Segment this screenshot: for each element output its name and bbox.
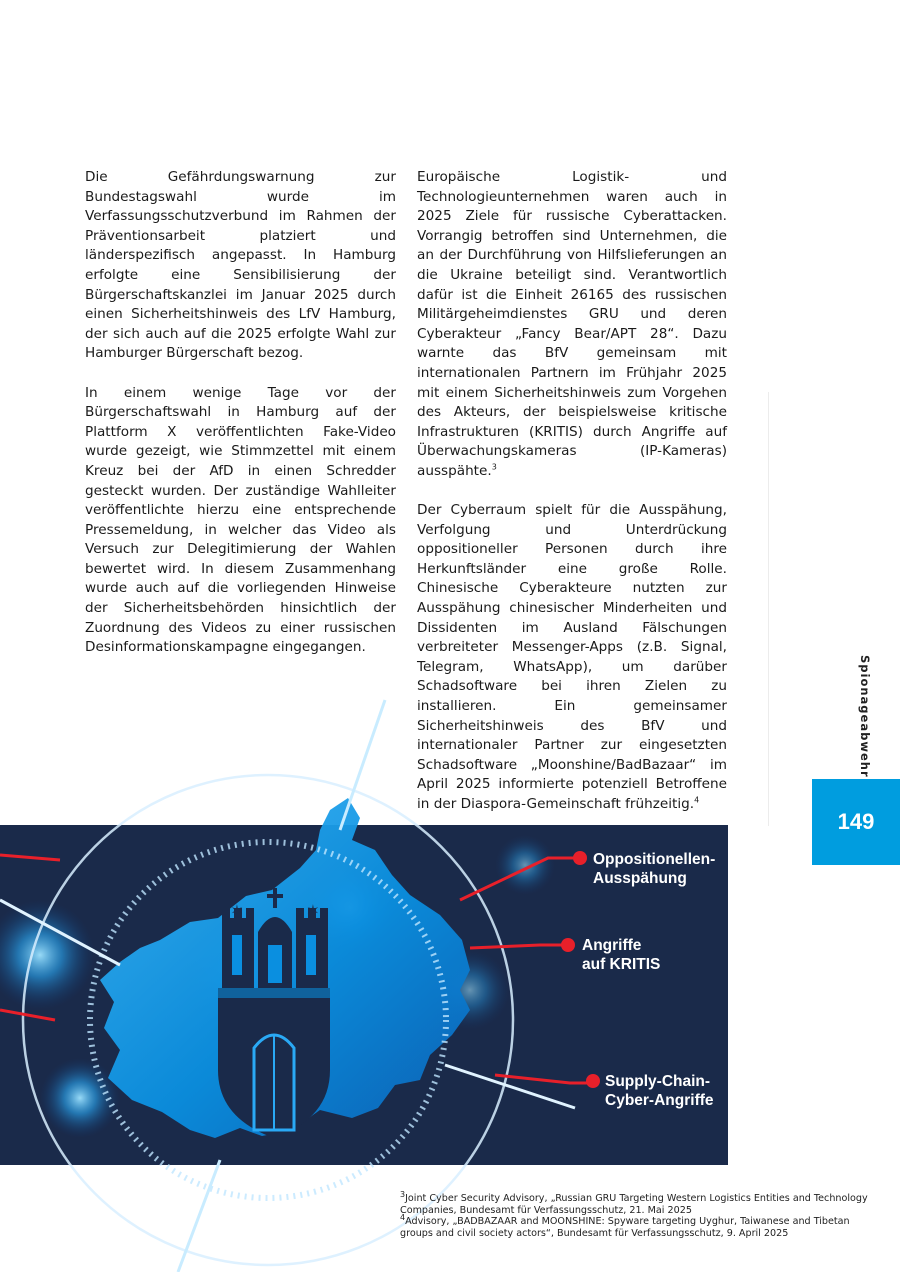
svg-text:✶: ✶ bbox=[306, 901, 320, 920]
footnote-ref[interactable]: 4 bbox=[694, 795, 700, 805]
label-supply-chain: Supply-Chain- Cyber-Angriffe bbox=[605, 1073, 714, 1109]
label-oppositionellen-ausspaehung: Oppositionellen- Ausspähung bbox=[593, 851, 716, 887]
hamburg-map-graphic bbox=[0, 690, 730, 1272]
paragraph: Der Cyberraum spielt für die Ausspähung, Verfolgung und Unterdrückung oppositioneller Personen durch ihre Herkunftsländer eine große Rolle. Chinesische Cyberakteure nutzten zur Ausspähung chinesischer Minderheiten und Dissidenten im Ausland Fälschungen verbreiteter Messenger-Apps (z.B. Signal, Telegram, WhatsApp), um darüber Schadsoftware bei ihren Zielen zu installieren. Ein gemeinsamer Sicherheitshinweis des BfV und internationaler Partner zur eingesetzten Schadsoftware „Moonshine/BadBazaar“ im April 2025 informierte potenziell Betroffene in der Diaspora-Gemeinschaft frühzeitig.$^4$ bbox=[417, 502, 727, 812]
cyber-map-illustration bbox=[0, 690, 730, 1272]
paragraph: Die Gefährdungswarnung zur Bundestagswahl wurde im Verfassungsschutzverbund im Rahmen der Präventionsarbeit platziert und länderspezifisch angepasst. In Hamburg erfolgte eine Sensibilisierung der Bürgerschaftskanzlei im Januar 2025 durch einen Sicherheitshinweis des LfV Hamburg, der sich auch auf die 2025 erfolgte Wahl zur Hamburger Bürgerschaft bezog. bbox=[85, 169, 396, 362]
page-number: 149 bbox=[812, 779, 900, 865]
footnotes bbox=[400, 1189, 880, 1239]
label-angriffe-kritis: Angriffe auf KRITIS bbox=[582, 937, 661, 973]
footnote: $^3$Joint Cyber Security Advisory, „Russian GRU Targeting Western Logistics Entities and Technology Companies, Bundesamt für Verfassungsschutz, 21. Mai 2025 bbox=[400, 1189, 868, 1216]
paragraph: Europäische Logistik- und Technologieunternehmen waren auch in 2025 Ziele für russische Cyberattacken. Vorrangig betroffen sind Unternehmen, die an der Durchführung von Hilfslieferungen an die Ukraine beteiligt sind. Verantwortlich dafür ist die Einheit 26165 des russischen Militärgeheimdienstes GRU und deren Cyberakteur „Fancy Bear/APT 28“. Dazu warnte das BfV gemeinsam mit internationalen Partnern im Frühjahr 2025 mit einem Sicherheitshinweis zum Vorgehen des Akteurs, der beispielsweise kritische Infrastrukturen (KRITIS) durch Angriffe auf Überwachungskameras (IP-Kameras) ausspähte.$^3$ bbox=[417, 169, 727, 479]
left-text-column bbox=[85, 168, 396, 677]
paragraph: In einem wenige Tage vor der Bürgerschaftswahl in Hamburg auf der Plattform X veröffentlichten Fake-Video wurde gezeigt, wie Stimmzettel mit einem Kreuz bei der AfD in einen Schredder gesteckt wurden. Der zuständige Wahlleiter veröffentlichte hierzu eine entsprechende Pressemeldung, in welcher das Video als Versuch zur Delegitimierung der Wahlen bewertet wird. In diesem Zusammenhang wurde auch auf die vorliegenden Hinweise der Sicherheitsbehörden hinsichtlich der Zuordnung des Videos zu einer russischen Desinformationskampagne eingegangen. bbox=[85, 384, 396, 656]
section-label: Spionageabwehr bbox=[858, 655, 872, 778]
svg-text:✶: ✶ bbox=[230, 901, 244, 920]
footnote-ref[interactable]: 3 bbox=[491, 462, 497, 472]
column-divider bbox=[768, 392, 769, 826]
footnote: $^4$Advisory, „BADBAZAAR and MOONSHINE: Spyware targeting Uyghur, Taiwanese and Tibetan groups and civil society actors“, Bundesamt für Verfassungsschutz, 9. April 2025 bbox=[400, 1213, 850, 1239]
